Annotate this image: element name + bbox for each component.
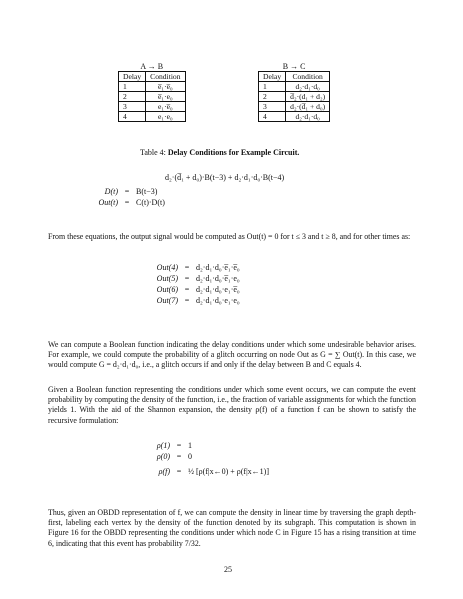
equation-line-1: d₂·(d̅₁ + d₀)·B(t−3) + d₂·d₁·d₀·B(t−4): [165, 173, 285, 182]
equation-rhs: B(t−3): [136, 187, 158, 196]
table-cell: d₂·(d̅₁ + d₀): [286, 102, 330, 112]
table-a-block: [118, 62, 186, 122]
table-a: [118, 71, 186, 122]
out-equation-block: [120, 262, 360, 306]
equation-row: [120, 295, 360, 306]
table-cell: 4: [259, 112, 286, 122]
table-row: [259, 112, 330, 122]
equation-row: [120, 262, 360, 273]
table-cell: d₂·d₁·d₀: [286, 112, 330, 122]
table-caption: [140, 148, 299, 157]
equation-lhs: ρ(1): [156, 441, 170, 450]
equation-lhs: Out(5): [156, 274, 178, 283]
equals-sign: =: [176, 467, 182, 476]
caption-label: Table 4:: [140, 148, 166, 157]
table-a-header-condition: Condition: [146, 72, 185, 82]
table-cell: 4: [119, 112, 146, 122]
table-cell: e₁·e̅₀: [146, 102, 185, 112]
table-cell: 3: [259, 102, 286, 112]
equation-lhs: Out(4): [156, 263, 178, 272]
table-cell: d₂·d₁·d₀: [286, 82, 330, 92]
equation-block-top: [60, 186, 360, 208]
table-b-block: [258, 62, 330, 122]
paragraph-4: Thus, given an OBDD representation of f, we can compute the density in linear time by traversing the graph depth-first, labeling each vertex by the density of the function denoted by its subgraph. This computation is shown in Figure 16 for the OBDD representing the conditions under which node C in Figure 15 has a rising transition at time 6, indicating that this event has probability 7/32.: [48, 508, 416, 548]
table-cell: 1: [119, 82, 146, 92]
equation-row: [112, 440, 362, 451]
table-cell: e₁·e₀: [146, 112, 185, 122]
equals-sign: =: [184, 274, 190, 283]
table-row: [259, 82, 330, 92]
equation-lhs: ρ(f): [158, 467, 170, 476]
table-cell: e̅₁·e₀: [146, 92, 185, 102]
equation-row: [60, 197, 360, 208]
table-a-header-delay: Delay: [119, 72, 146, 82]
caption-text: Delay Conditions for Example Circuit.: [167, 148, 300, 157]
paragraph-2: We can compute a Boolean function indicating the delay conditions under which some undesirable behavior arises. For example, we could compute the probability of a glitch occurring on node Out as G = ∑ Out(t). In this case, we would compute G = d₂·d₁·d₀, i.e., a glitch occurs if and only if the delay between B and C equals 4.: [48, 340, 416, 370]
table-b-header-delay: Delay: [259, 72, 286, 82]
equals-sign: =: [176, 441, 182, 450]
equals-sign: =: [176, 452, 182, 461]
equation-lhs: Out(7): [156, 296, 178, 305]
equals-sign: =: [184, 285, 190, 294]
paragraph-1: From these equations, the output signal would be computed as Out(t) = 0 for t ≤ 3 and t ≥ 8, and for other times as:: [48, 232, 411, 241]
equation-rhs: d₂·d₁·d₀·e̅₁·e̅₀: [196, 263, 240, 272]
equals-sign: =: [124, 198, 130, 207]
equation-lhs: Out(t): [98, 198, 118, 207]
table-cell: 2: [119, 92, 146, 102]
paragraph-3: Given a Boolean function representing the conditions under which some event occurs, we can compute the event probability by computing the density of the function, i.e., the fraction of variable assignments for which the function yields 1. With the aid of the Shannon expansion, the density ρ(f) of a function f can be shown to satisfy the recursive formulation:: [48, 385, 416, 425]
table-cell: e̅₁·e̅₀: [146, 82, 185, 92]
equation-rhs: ½ [ρ(f|x←0) + ρ(f|x←1)]: [188, 467, 270, 476]
table-row: [119, 112, 186, 122]
table-row: [119, 82, 186, 92]
equation-lhs: ρ(0): [156, 452, 170, 461]
table-b-title: B → C: [282, 62, 306, 71]
page-number: 25: [224, 565, 232, 574]
equals-sign: =: [184, 263, 190, 272]
equation-rhs: d₂·d₁·d₀·e̅₁·e₀: [196, 274, 240, 283]
table-a-title: A → B: [140, 62, 164, 71]
table-cell: 2: [259, 92, 286, 102]
table-row: [259, 92, 330, 102]
equation-rhs: C(t)·D(t): [136, 198, 165, 207]
table-row: [119, 92, 186, 102]
table-b: [258, 71, 330, 122]
table-b-header-condition: Condition: [286, 72, 330, 82]
equation-rhs: d₂·d₁·d₀·e₁·e̅₀: [196, 285, 240, 294]
equation-rhs: 0: [188, 452, 192, 461]
equals-sign: =: [124, 187, 130, 196]
equation-rhs: 1: [188, 441, 192, 450]
table-row: [119, 102, 186, 112]
equation-lhs: Out(6): [156, 285, 178, 294]
table-cell: 3: [119, 102, 146, 112]
equation-lhs: D(t): [104, 187, 118, 196]
equation-row: [112, 466, 362, 477]
equation-row: [60, 186, 360, 197]
rho-equation-block: [112, 440, 362, 477]
equation-row: [112, 451, 362, 462]
equation-row: [120, 284, 360, 295]
table-row: [259, 102, 330, 112]
equation-row: [120, 273, 360, 284]
table-cell: d̅₂·(d₁ + d₂): [286, 92, 330, 102]
table-cell: 1: [259, 82, 286, 92]
equation-rhs: d₂·d₁·d₀·e₁·e₀: [196, 296, 240, 305]
equals-sign: =: [184, 296, 190, 305]
